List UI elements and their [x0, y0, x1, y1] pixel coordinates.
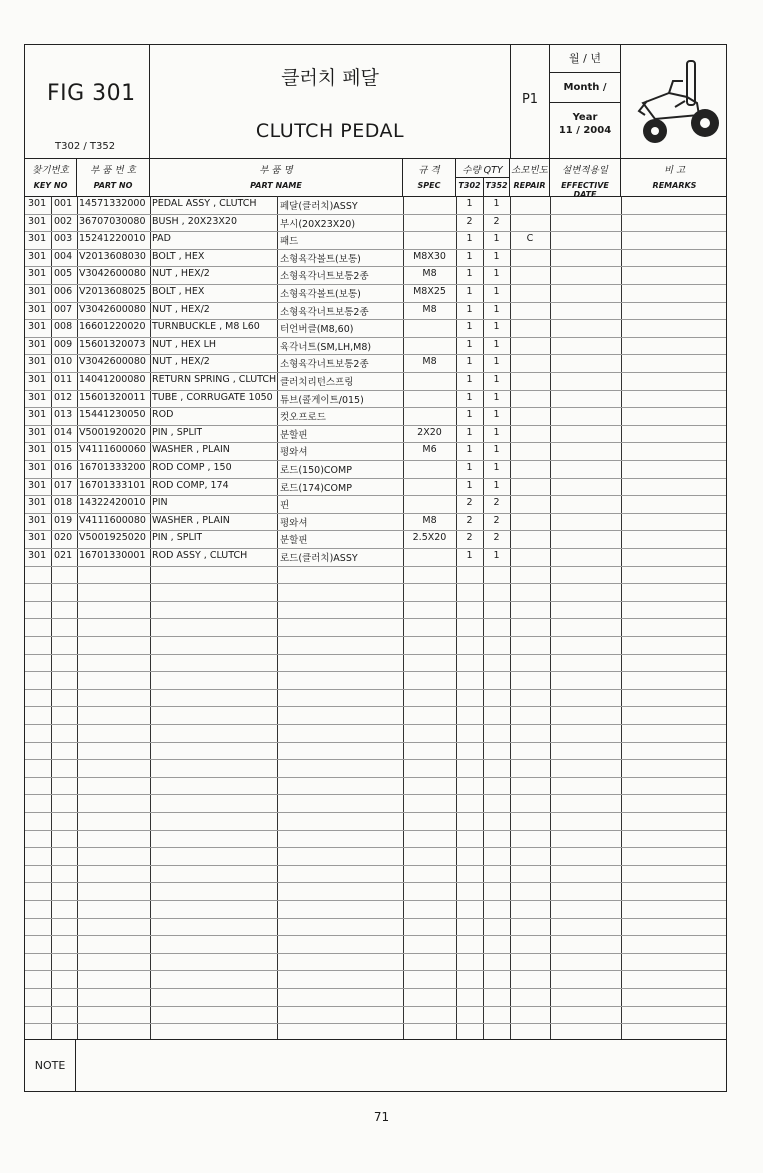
- row-rule: [25, 654, 726, 655]
- page-code: P1: [521, 92, 539, 107]
- part-number-cell: 14571332000: [79, 198, 146, 209]
- figure-cell: [25, 45, 150, 158]
- qty-t302-cell: 1: [466, 250, 473, 262]
- table-row: [25, 407, 726, 425]
- part-name-korean-cell: 핀: [280, 500, 290, 512]
- part-name-korean-cell: 터언버클(M8,60): [280, 324, 354, 336]
- part-name-korean-cell: 소형육각볼트(보통): [280, 289, 361, 300]
- key-number-cell: 005: [54, 268, 73, 280]
- key-number-cell: 007: [54, 303, 73, 315]
- column-repair: 소모빈도 REPAIR: [510, 158, 550, 196]
- title-cell: [150, 45, 511, 158]
- table-row: [25, 442, 726, 460]
- parts-table-body: [25, 196, 726, 1039]
- qty-t352-cell: 1: [493, 444, 500, 456]
- qty-t352-cell: 1: [493, 198, 500, 209]
- spec-cell: 2.5X20: [412, 532, 447, 544]
- key-number-cell: 003: [54, 233, 73, 245]
- qty-t302-cell: 2: [466, 514, 473, 526]
- qty-t302-cell: 1: [466, 479, 473, 491]
- part-number-cell: 16601220020: [79, 321, 146, 333]
- row-rule: [25, 882, 726, 883]
- qty-t352-cell: 1: [493, 356, 500, 368]
- row-rule: [25, 724, 726, 725]
- figure-code-cell: 301: [28, 250, 47, 262]
- table-row: [25, 478, 726, 496]
- key-number-cell: 020: [54, 532, 73, 544]
- key-number-cell: 021: [54, 550, 73, 561]
- effective-month-year: 11 / 2004: [558, 125, 612, 136]
- key-number-cell: 018: [54, 497, 73, 509]
- part-number-cell: 15601320073: [79, 338, 146, 350]
- qty-t302-cell: 1: [466, 426, 473, 438]
- row-rule: [25, 865, 726, 866]
- column-header-row: [25, 158, 726, 197]
- model-label: T302 / T352: [55, 141, 116, 152]
- part-name-english-cell: ROD ASSY , CLUTCH: [152, 550, 248, 561]
- figure-code-cell: 301: [28, 391, 47, 403]
- qty-t352-cell: 1: [493, 250, 500, 262]
- qty-t302-cell: 1: [466, 391, 473, 403]
- part-name-english-cell: WASHER , PLAIN: [152, 514, 230, 526]
- figure-code-cell: 301: [28, 338, 47, 350]
- table-row: [25, 548, 726, 566]
- date-cell: [550, 45, 621, 158]
- part-name-english-cell: BOLT , HEX: [152, 250, 205, 262]
- row-rule: [25, 970, 726, 971]
- figure-number: FIG 301: [47, 81, 136, 106]
- qty-t352-cell: 1: [493, 268, 500, 280]
- figure-code-cell: 301: [28, 550, 47, 561]
- table-row: [25, 266, 726, 284]
- note-section: [25, 1039, 726, 1092]
- figure-code-cell: 301: [28, 198, 47, 209]
- part-number-cell: 15601320011: [79, 391, 146, 403]
- table-row: [25, 231, 726, 249]
- key-number-cell: 010: [54, 356, 73, 368]
- key-number-cell: 008: [54, 321, 73, 333]
- part-name-english-cell: PIN: [152, 497, 168, 509]
- key-number-cell: 012: [54, 391, 73, 403]
- figure-code-cell: 301: [28, 479, 47, 491]
- row-rule: [25, 689, 726, 690]
- figure-code-cell: 301: [28, 497, 47, 509]
- row-rule: [25, 618, 726, 619]
- spec-cell: M8: [422, 268, 437, 280]
- qty-t302-cell: 1: [466, 356, 473, 368]
- tractor-icon: [625, 51, 723, 151]
- figure-code-cell: 301: [28, 303, 47, 315]
- qty-t302-cell: 1: [466, 321, 473, 333]
- title-korean: 클러치 페달: [281, 67, 379, 89]
- parts-sheet: [24, 44, 727, 1092]
- part-number-cell: V2013608025: [79, 286, 146, 297]
- row-rule: [25, 742, 726, 743]
- row-rule: [25, 636, 726, 637]
- row-rule: [25, 1006, 726, 1007]
- figure-code-cell: 301: [28, 233, 47, 245]
- qty-t352-cell: 1: [493, 426, 500, 438]
- figure-code-cell: 301: [28, 409, 47, 421]
- key-number-cell: 001: [54, 198, 73, 209]
- key-number-cell: 015: [54, 444, 73, 456]
- part-number-cell: V5001920020: [79, 426, 146, 438]
- key-number-cell: 009: [54, 338, 73, 350]
- figure-code-cell: 301: [28, 426, 47, 438]
- note-label: NOTE: [25, 1040, 76, 1092]
- table-row: [25, 249, 726, 267]
- part-number-cell: V3042600080: [79, 303, 146, 315]
- part-name-korean-cell: 로드(클러치)ASSY: [280, 553, 358, 564]
- part-name-korean-cell: 로드(150)COMP: [280, 465, 352, 476]
- part-number-cell: 36707030080: [79, 215, 146, 227]
- part-name-korean-cell: 소형육각볼트(보통): [280, 253, 361, 265]
- qty-t302-cell: 1: [466, 409, 473, 421]
- illustration-cell: [621, 45, 728, 158]
- table-row: [25, 214, 726, 232]
- part-name-korean-cell: 패드: [280, 236, 299, 248]
- row-rule: [25, 706, 726, 707]
- row-rule: [25, 988, 726, 989]
- figure-code-cell: 301: [28, 286, 47, 297]
- qty-t352-cell: 2: [493, 514, 500, 526]
- part-number-cell: 16701333101: [79, 479, 146, 491]
- key-number-cell: 013: [54, 409, 73, 421]
- qty-t302-cell: 1: [466, 462, 473, 473]
- part-number-cell: 15441230050: [79, 409, 146, 421]
- part-name-korean-cell: 페달(클러치)ASSY: [280, 201, 358, 212]
- part-name-english-cell: NUT , HEX/2: [152, 356, 210, 368]
- qty-t302-cell: 1: [466, 550, 473, 561]
- part-number-cell: V3042600080: [79, 268, 146, 280]
- qty-t352-cell: 2: [493, 215, 500, 227]
- part-name-english-cell: PIN , SPLIT: [152, 426, 203, 438]
- qty-t302-cell: 2: [466, 497, 473, 509]
- part-number-cell: V3042600080: [79, 356, 146, 368]
- spec-cell: M8: [422, 514, 437, 526]
- qty-t352-cell: 1: [493, 233, 500, 245]
- part-name-english-cell: TURNBUCKLE , M8 L60: [152, 321, 260, 333]
- table-row: [25, 530, 726, 548]
- row-rule: [25, 918, 726, 919]
- part-name-english-cell: BOLT , HEX: [152, 286, 205, 297]
- table-row: [25, 460, 726, 478]
- page-cell: [511, 45, 550, 158]
- spec-cell: 2X20: [417, 426, 442, 438]
- figure-code-cell: 301: [28, 268, 47, 280]
- repair-cell: C: [526, 233, 534, 245]
- qty-t352-cell: 1: [493, 391, 500, 403]
- row-rule: [25, 1023, 726, 1024]
- qty-t302-cell: 2: [466, 532, 473, 544]
- part-name-english-cell: PIN , SPLIT: [152, 532, 203, 544]
- part-name-korean-cell: 로드(174)COMP: [280, 482, 352, 494]
- qty-t352-cell: 1: [493, 374, 500, 385]
- month-year-korean: 월 / 년: [550, 45, 620, 73]
- column-effective-date: 설변적용일 EFFECTIVE DATE: [550, 158, 621, 196]
- qty-t352-cell: 1: [493, 479, 500, 491]
- key-number-cell: 019: [54, 514, 73, 526]
- table-row: [25, 425, 726, 443]
- part-name-english-cell: NUT , HEX/2: [152, 268, 210, 280]
- table-row: [25, 372, 726, 390]
- qty-t352-cell: 1: [493, 303, 500, 315]
- spec-cell: M6: [422, 444, 437, 456]
- figure-code-cell: 301: [28, 444, 47, 456]
- qty-t352-cell: 1: [493, 338, 500, 350]
- qty-t302-cell: 1: [466, 233, 473, 245]
- part-name-english-cell: WASHER , PLAIN: [152, 444, 230, 456]
- part-name-korean-cell: 평와셔: [280, 447, 308, 459]
- table-row: [25, 337, 726, 355]
- part-number-cell: 16701330001: [79, 550, 146, 561]
- table-row: [25, 354, 726, 372]
- part-name-korean-cell: 컷오프로드: [280, 412, 326, 424]
- column-spec: 규 격 SPEC: [403, 158, 456, 196]
- key-number-cell: 011: [54, 374, 73, 385]
- column-part-name: 부 품 명 PART NAME: [150, 158, 403, 196]
- part-name-korean-cell: 소형육각너트보통2종: [280, 359, 369, 371]
- figure-code-cell: 301: [28, 462, 47, 473]
- part-name-english-cell: BUSH , 20X23X20: [152, 215, 237, 227]
- part-name-english-cell: ROD: [152, 409, 174, 421]
- row-rule: [25, 583, 726, 584]
- key-number-cell: 014: [54, 426, 73, 438]
- column-qty: 수량 QTY T302 T352: [456, 158, 510, 196]
- row-rule: [25, 759, 726, 760]
- qty-t352-cell: 1: [493, 286, 500, 297]
- qty-t302-cell: 1: [466, 444, 473, 456]
- part-name-english-cell: PAD: [152, 233, 171, 245]
- figure-code-cell: 301: [28, 215, 47, 227]
- page-number: 71: [373, 1110, 390, 1124]
- row-rule: [25, 794, 726, 795]
- part-number-cell: V4111600060: [79, 444, 146, 456]
- part-number-cell: V4111600080: [79, 514, 146, 526]
- qty-t302-cell: 1: [466, 303, 473, 315]
- qty-t352-cell: 1: [493, 550, 500, 561]
- table-row: [25, 513, 726, 531]
- row-rule: [25, 566, 726, 567]
- part-name-korean-cell: 분할핀: [280, 429, 308, 441]
- spec-cell: M8: [422, 303, 437, 315]
- part-number-cell: 14041200080: [79, 374, 146, 385]
- part-name-english-cell: RETURN SPRING , CLUTCH: [152, 374, 277, 385]
- row-rule: [25, 847, 726, 848]
- row-rule: [25, 777, 726, 778]
- row-rule: [25, 812, 726, 813]
- title-english: CLUTCH PEDAL: [255, 120, 405, 142]
- table-row: [25, 319, 726, 337]
- part-name-korean-cell: 소형육각너트보통2종: [280, 271, 369, 283]
- part-number-cell: V2013608030: [79, 250, 146, 262]
- qty-t302-cell: 1: [466, 198, 473, 209]
- row-rule: [25, 830, 726, 831]
- qty-t352-cell: 1: [493, 462, 500, 473]
- qty-t302-cell: 1: [466, 268, 473, 280]
- qty-t352-cell: 1: [493, 321, 500, 333]
- spec-cell: M8X25: [413, 286, 446, 297]
- figure-code-cell: 301: [28, 321, 47, 333]
- part-name-korean-cell: 튜브(콜게이트/015): [280, 394, 364, 406]
- part-number-cell: 14322420010: [79, 497, 146, 509]
- row-rule: [25, 900, 726, 901]
- part-name-korean-cell: 육각너트(SM,LH,M8): [280, 341, 372, 353]
- sheet-header: [25, 45, 726, 159]
- column-key-no: 찾기번호 KEY NO: [25, 158, 77, 196]
- part-name-korean-cell: 분할핀: [280, 535, 308, 547]
- qty-t352-cell: 1: [493, 409, 500, 421]
- part-name-english-cell: PEDAL ASSY , CLUTCH: [152, 198, 257, 209]
- key-number-cell: 004: [54, 250, 73, 262]
- spec-cell: M8X30: [413, 250, 446, 262]
- key-number-cell: 016: [54, 462, 73, 473]
- qty-t302-cell: 1: [466, 286, 473, 297]
- part-number-cell: 15241220010: [79, 233, 146, 245]
- part-name-english-cell: NUT , HEX LH: [152, 338, 217, 350]
- qty-t352-cell: 2: [493, 532, 500, 544]
- spec-cell: M8: [422, 356, 437, 368]
- part-name-korean-cell: 클러치리턴스프링: [280, 377, 354, 388]
- table-row: [25, 284, 726, 302]
- row-rule: [25, 601, 726, 602]
- figure-code-cell: 301: [28, 514, 47, 526]
- part-name-english-cell: ROD COMP, 174: [152, 479, 229, 491]
- table-row: [25, 390, 726, 408]
- qty-t302-cell: 2: [466, 215, 473, 227]
- column-remarks: 비 고 REMARKS: [652, 165, 697, 190]
- qty-t352-cell: 2: [493, 497, 500, 509]
- qty-t302-cell: 1: [466, 338, 473, 350]
- part-name-korean-cell: 부시(20X23X20): [280, 218, 356, 230]
- row-rule: [25, 935, 726, 936]
- table-row: [25, 495, 726, 513]
- table-row: [25, 196, 726, 214]
- part-name-english-cell: TUBE , CORRUGATE 1050: [152, 391, 273, 403]
- part-number-cell: V5001925020: [79, 532, 146, 544]
- column-part-no: 부 품 번 호 PART NO: [77, 158, 150, 196]
- month-year-english: Month / Year: [550, 73, 620, 103]
- row-rule: [25, 953, 726, 954]
- part-name-korean-cell: 평와셔: [280, 517, 308, 529]
- qty-t302-cell: 1: [466, 374, 473, 385]
- key-number-cell: 002: [54, 215, 73, 227]
- part-name-korean-cell: 소형육각너트보통2종: [280, 306, 369, 318]
- part-name-english-cell: ROD COMP , 150: [152, 462, 232, 473]
- key-number-cell: 017: [54, 479, 73, 491]
- key-number-cell: 006: [54, 286, 73, 297]
- row-rule: [25, 671, 726, 672]
- figure-code-cell: 301: [28, 374, 47, 385]
- part-name-english-cell: NUT , HEX/2: [152, 303, 210, 315]
- table-row: [25, 302, 726, 320]
- part-number-cell: 16701333200: [79, 462, 146, 473]
- figure-code-cell: 301: [28, 532, 47, 544]
- figure-code-cell: 301: [28, 356, 47, 368]
